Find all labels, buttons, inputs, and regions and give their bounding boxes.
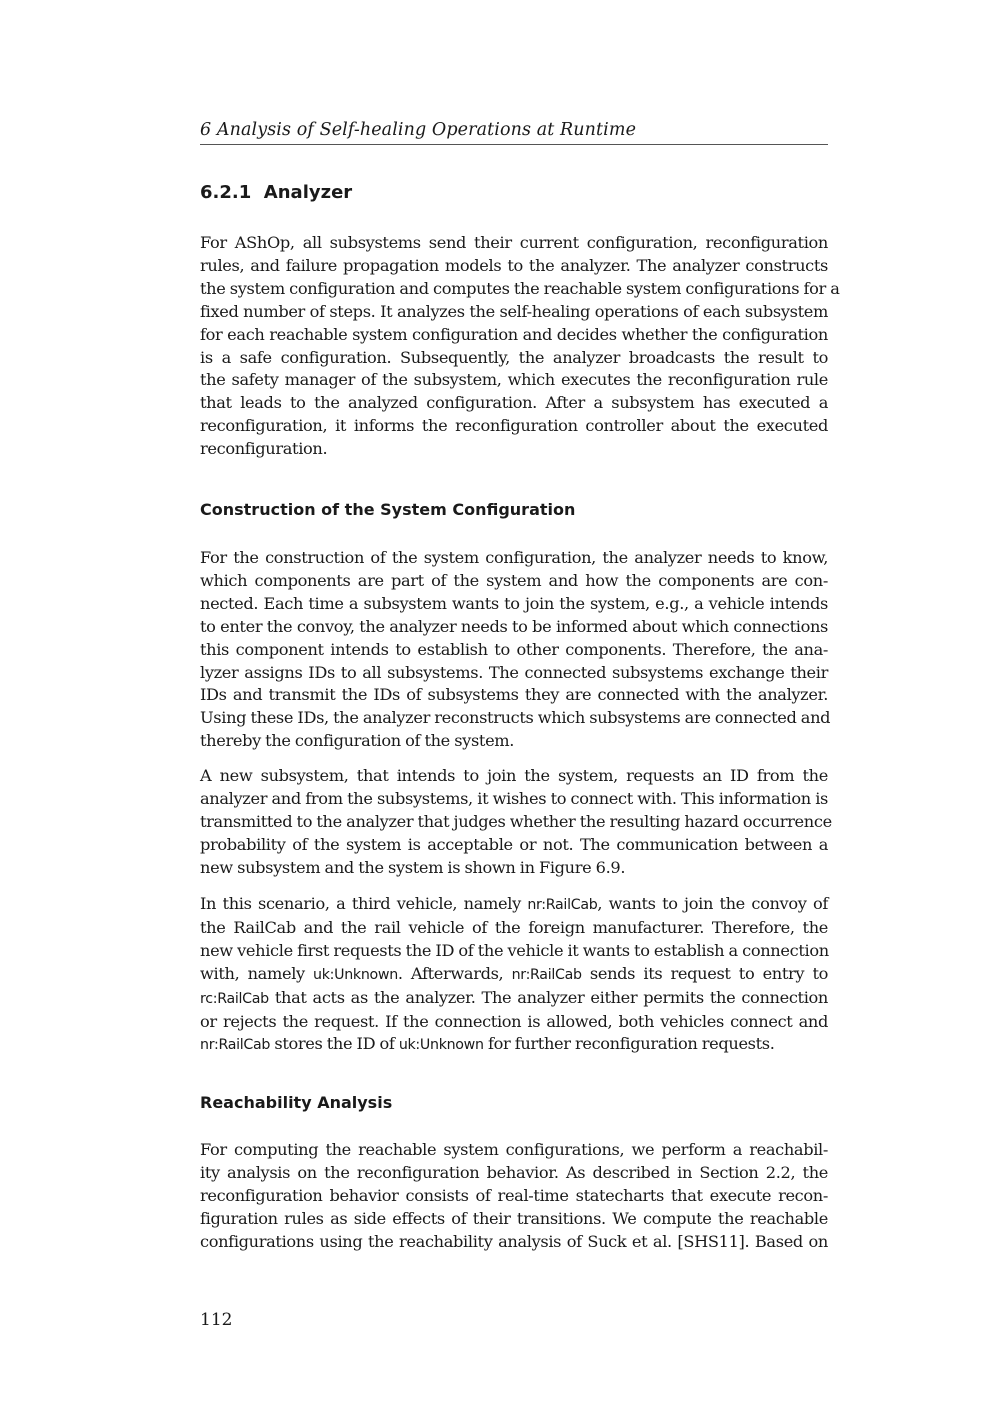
reachability-paragraph bbox=[200, 1139, 828, 1254]
text-line: Using these IDs, the analyzer reconstructs which subsystems are connected and bbox=[200, 708, 831, 728]
text-line bbox=[200, 963, 828, 987]
construction-paragraph-3 bbox=[200, 893, 828, 1057]
running-header: 6 Analysis of Self-healing Operations at Runtime bbox=[200, 120, 828, 145]
text-line: rules, and failure propagation models to the analyzer. The analyzer constructs bbox=[200, 255, 828, 275]
component-name-nr: nr:RailCab bbox=[527, 897, 598, 913]
text-line: the system configuration and computes the reachable system configurations for a bbox=[200, 278, 840, 298]
text-line: reconfiguration, it informs the reconfiguration controller about the executed bbox=[200, 416, 828, 436]
text-line: IDs and transmit the IDs of subsystems they are connected with the analyzer. bbox=[200, 685, 828, 705]
component-name-nr: nr:RailCab bbox=[511, 966, 582, 983]
text-line: ity analysis on the reconfiguration behavior. As described in Section 2.2, the bbox=[200, 1162, 828, 1182]
text-line: For computing the reachable system configurations, we perform a reachabil- bbox=[200, 1140, 828, 1159]
component-name-uk: uk:Unknown bbox=[313, 966, 398, 983]
construction-heading: Construction of the System Configuration bbox=[200, 500, 576, 519]
text-line: reconfiguration. bbox=[200, 439, 328, 459]
text-run: , wants to join the convoy of bbox=[597, 894, 828, 913]
text-line: for each reachable system configuration and decides whether the configuration bbox=[200, 324, 828, 344]
text-line: the safety manager of the subsystem, which executes the reconfiguration rule bbox=[200, 370, 828, 390]
section-number: 6.2.1 bbox=[200, 182, 252, 203]
reachability-heading: Reachability Analysis bbox=[200, 1093, 393, 1112]
construction-paragraph-2 bbox=[200, 765, 832, 880]
text-line: the RailCab and the rail vehicle of the foreign manufacturer. Therefore, the bbox=[200, 917, 828, 937]
page-number: 112 bbox=[200, 1310, 233, 1330]
text-line bbox=[200, 893, 828, 917]
section-title: Analyzer bbox=[263, 182, 353, 203]
component-name-nr: nr:RailCab bbox=[200, 1037, 271, 1054]
text-line: or rejects the request. If the connection is allowed, both vehicles connect and bbox=[200, 1011, 828, 1031]
text-line: fixed number of steps. It analyzes the self-healing operations of each subsystem bbox=[200, 301, 828, 321]
text-run: sends its request to entry to bbox=[581, 963, 828, 983]
text-run: with, namely bbox=[200, 963, 314, 983]
text-line bbox=[200, 1033, 828, 1057]
text-line: configurations using the reachability analysis of Suck et al. [SHS11]. Based on bbox=[200, 1231, 828, 1251]
text-line: nected. Each time a subsystem wants to join the system, e.g., a vehicle intends bbox=[200, 593, 828, 613]
intro-paragraph bbox=[200, 232, 840, 461]
text-run: stores the ID of bbox=[270, 1034, 399, 1054]
text-line: analyzer and from the subsystems, it wishes to connect with. This information is bbox=[200, 788, 828, 808]
section-heading bbox=[200, 182, 352, 203]
text-run: for further reconfiguration requests. bbox=[483, 1034, 775, 1054]
text-line: this component intends to establish to other components. Therefore, the ana- bbox=[200, 639, 828, 659]
text-line: which components are part of the system and how the components are con- bbox=[200, 570, 828, 590]
text-line: transmitted to the analyzer that judges whether the resulting hazard occurrence bbox=[200, 811, 832, 831]
text-line bbox=[200, 987, 828, 1011]
text-line: reconfiguration behavior consists of real-time statecharts that execute recon- bbox=[200, 1185, 828, 1205]
construction-paragraph-1 bbox=[200, 547, 831, 753]
text-run: that acts as the analyzer. The analyzer either permits the connection bbox=[268, 987, 828, 1007]
text-line: thereby the configuration of the system. bbox=[200, 731, 515, 751]
text-line: For AShOp, all subsystems send their current configuration, reconfiguration bbox=[200, 233, 828, 252]
component-name-uk: uk:Unknown bbox=[398, 1037, 484, 1054]
text-line: to enter the convoy, the analyzer needs to be informed about which connections bbox=[200, 616, 828, 636]
text-line: new vehicle first requests the ID of the vehicle it wants to establish a connection bbox=[200, 940, 829, 960]
text-run: . Afterwards, bbox=[397, 963, 512, 983]
text-line: lyzer assigns IDs to all subsystems. The connected subsystems exchange their bbox=[200, 662, 828, 682]
text-line: figuration rules as side effects of their transitions. We compute the reachable bbox=[200, 1208, 828, 1228]
text-line: A new subsystem, that intends to join the system, requests an ID from the bbox=[200, 766, 828, 785]
text-line: is a safe configuration. Subsequently, the analyzer broadcasts the result to bbox=[200, 347, 828, 367]
component-name-rc: rc:RailCab bbox=[200, 990, 269, 1007]
text-line: probability of the system is acceptable or not. The communication between a bbox=[200, 834, 828, 854]
text-line: that leads to the analyzed configuration. After a subsystem has executed a bbox=[200, 393, 828, 413]
text-line: new subsystem and the system is shown in Figure 6.9. bbox=[200, 857, 626, 877]
text-line: For the construction of the system configuration, the analyzer needs to know, bbox=[200, 548, 828, 567]
text-run: In this scenario, a third vehicle, namely bbox=[200, 894, 528, 913]
